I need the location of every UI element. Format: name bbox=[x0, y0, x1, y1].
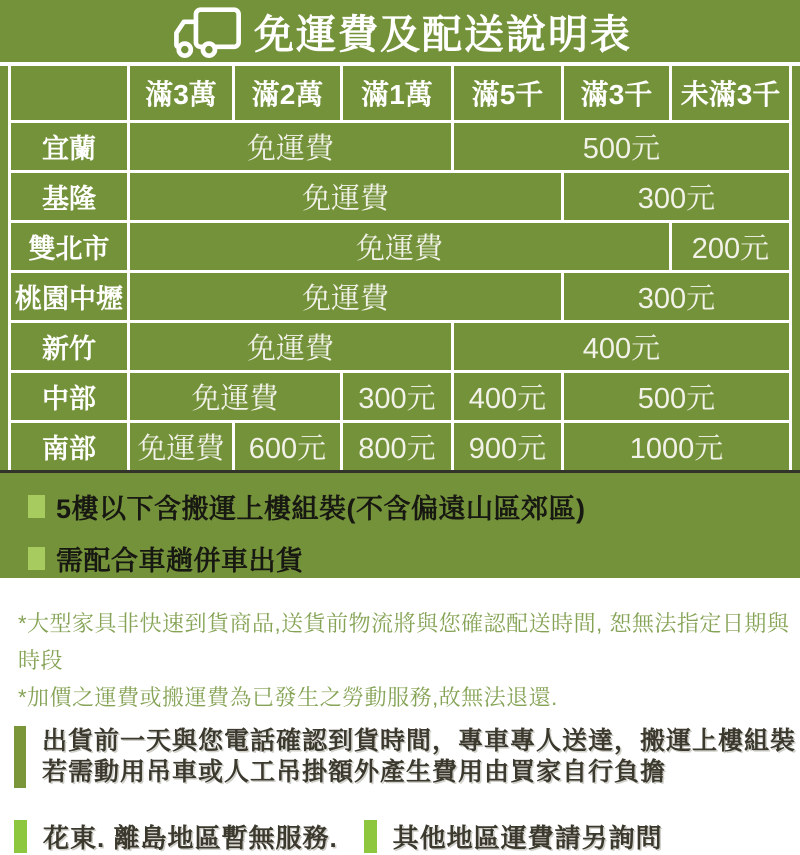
delivery-info bbox=[14, 726, 800, 788]
notes-list bbox=[0, 473, 800, 578]
fee-cell: 免運費 bbox=[130, 423, 232, 470]
column-header: 滿5千 bbox=[454, 66, 561, 120]
fee-cell: 免運費 bbox=[130, 323, 451, 370]
column-header: 滿3萬 bbox=[130, 66, 232, 120]
accent-bar-icon bbox=[14, 726, 26, 788]
fee-cell: 免運費 bbox=[130, 173, 561, 220]
page-title: 免運費及配送說明表 bbox=[254, 12, 632, 57]
footnote: *加價之運費或搬運費為已發生之勞動服務,故無法退還. bbox=[18, 685, 558, 710]
region-label: 基隆 bbox=[11, 173, 127, 220]
column-header: 滿1萬 bbox=[343, 66, 451, 120]
white-panel bbox=[0, 591, 800, 855]
fee-cell: 300元 bbox=[564, 273, 789, 320]
bullet-square-icon bbox=[28, 547, 45, 570]
fee-cell: 免運費 bbox=[130, 123, 451, 170]
note-text: 需配合車趟併車出貨 bbox=[56, 546, 304, 576]
bullet-square-icon bbox=[28, 495, 45, 518]
delivery-line-1: 出貨前一天與您電話確認到貨時間，專車專人送達，搬運上樓組裝 bbox=[42, 727, 797, 755]
fee-cell: 免運費 bbox=[130, 223, 669, 270]
service-note-text: 花東. 離島地區暫無服務. bbox=[43, 823, 338, 853]
region-label: 中部 bbox=[11, 373, 127, 420]
note-item bbox=[28, 539, 800, 578]
fee-cell: 900元 bbox=[454, 423, 561, 470]
region-label: 南部 bbox=[11, 423, 127, 470]
fee-cell: 免運費 bbox=[130, 273, 561, 320]
accent-bar-icon bbox=[364, 820, 377, 853]
service-note-text: 其他地區運費請另詢問 bbox=[392, 823, 663, 853]
truck-icon bbox=[168, 6, 248, 58]
fee-cell: 400元 bbox=[454, 323, 789, 370]
service-note bbox=[14, 818, 338, 855]
note-text: 5樓以下含搬運上樓組裝(不含偏遠山區郊區) bbox=[56, 494, 586, 524]
accent-bar-icon bbox=[14, 820, 27, 853]
fee-cell: 300元 bbox=[343, 373, 451, 420]
region-label: 雙北市 bbox=[11, 223, 127, 270]
fee-cell: 400元 bbox=[454, 373, 561, 420]
service-note bbox=[364, 818, 663, 855]
delivery-line-2: 若需動用吊車或人工吊掛額外產生費用由買家自行負擔 bbox=[42, 758, 667, 786]
shipping-fee-table bbox=[8, 66, 792, 470]
column-header: 未滿3千 bbox=[672, 66, 789, 120]
region-label: 新竹 bbox=[11, 323, 127, 370]
fee-cell: 200元 bbox=[672, 223, 789, 270]
fee-cell: 500元 bbox=[564, 373, 789, 420]
column-header: 滿3千 bbox=[564, 66, 669, 120]
region-label: 宜蘭 bbox=[11, 123, 127, 170]
fee-cell: 300元 bbox=[564, 173, 789, 220]
footnote: *大型家具非快速到貨商品,送貨前物流將與您確認配送時間, 恕無法指定日期與時段 bbox=[18, 611, 790, 673]
region-label: 桃園中壢 bbox=[11, 273, 127, 320]
delivery-info-text bbox=[42, 726, 796, 788]
fee-cell: 免運費 bbox=[130, 373, 340, 420]
title-bar bbox=[0, 0, 800, 62]
fee-cell: 500元 bbox=[454, 123, 789, 170]
footnotes bbox=[18, 605, 800, 716]
bottom-notes bbox=[14, 818, 800, 855]
note-item bbox=[28, 487, 800, 526]
fee-cell: 800元 bbox=[343, 423, 451, 470]
fee-cell: 1000元 bbox=[564, 423, 789, 470]
fee-cell: 600元 bbox=[235, 423, 340, 470]
corner-header-cell bbox=[11, 66, 127, 120]
column-header: 滿2萬 bbox=[235, 66, 340, 120]
